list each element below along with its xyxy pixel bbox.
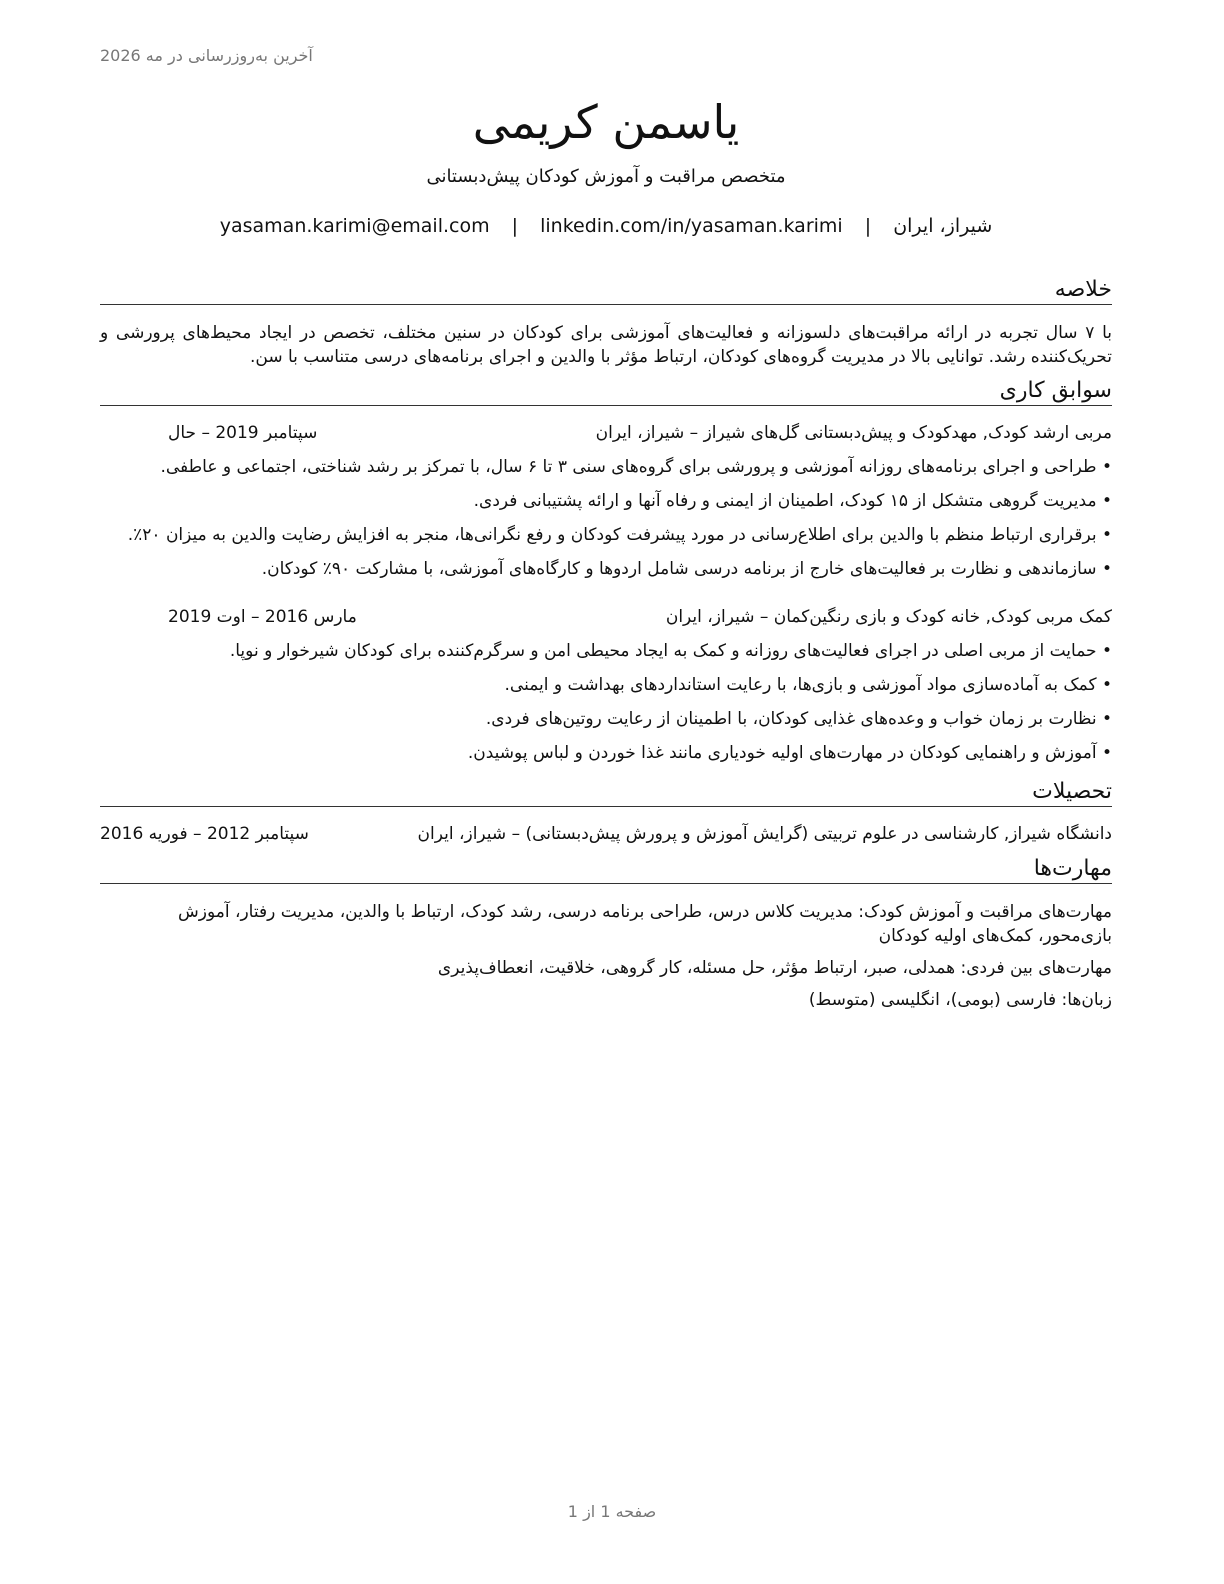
job-date: مارس 2016 – اوت 2019 [168,607,357,627]
job-bullet: • نظارت بر زمان خواب و وعده‌های غذایی کودکان، با اطمینان از رعایت روتین‌های فردی. [100,708,1112,730]
email-link[interactable]: yasaman.karimi@email.com [219,215,490,237]
job-bullet: • طراحی و اجرای برنامه‌های روزانه آموزشی و پرورشی برای گروه‌های سنی ۳ تا ۶ سال، با تمرکز بر رشد شناختی، اجتماعی و عاطفی. [100,456,1112,478]
contact-separator: | [864,215,872,237]
job-header [100,606,1112,628]
job-bullet: • برقراری ارتباط منظم با والدین برای اطلاع‌رسانی در مورد پیشرفت کودکان و رفع نگرانی‌ها، منجر به افزایش رضایت والدین به میزان ۲۰٪. [100,524,1112,546]
education-section [100,778,1112,845]
section-title-education: تحصیلات [100,778,1112,807]
contact-line [100,215,1112,237]
section-title-summary: خلاصه [100,276,1112,305]
job-bullets [100,640,1112,764]
skills-line: زبان‌ها: فارسی (بومی)، انگلیسی (متوسط) [808,990,1112,1010]
job-date: سپتامبر 2019 – حال [168,423,318,443]
skills-section [100,855,1112,1012]
job-bullet: • کمک به آماده‌سازی مواد آموزشی و بازی‌ها، با رعایت استانداردهای بهداشت و ایمنی. [100,674,1112,696]
education-degree: دانشگاه شیراز, کارشناسی در علوم تربیتی (گرایش آموزش و پرورش پیش‌دبستانی) – شیراز، ایران [417,824,1112,844]
section-title-experience: سوابق کاری [100,377,1112,406]
job-bullet: • آموزش و راهنمایی کودکان در مهارت‌های اولیه خودیاری مانند غذا خوردن و لباس پوشیدن. [100,742,1112,764]
job-title: مربی ارشد کودک, مهدکودک و پیش‌دبستانی گل‌های شیراز – شیراز، ایران [595,423,1112,443]
job-entry [100,606,1112,764]
skills-line: مهارت‌های بین فردی: همدلی، صبر، ارتباط مؤثر، حل مسئله، کار گروهی، خلاقیت، انعطاف‌پذیری [437,958,1112,978]
resume-header [100,92,1112,237]
job-header [100,422,1112,444]
contact-separator: | [511,215,519,237]
summary-section [100,276,1112,369]
job-title: کمک مربی کودک, خانه کودک و بازی رنگین‌کمان – شیراز، ایران [665,607,1112,627]
job-bullets [100,456,1112,580]
candidate-name: یاسمن کریمی [472,95,740,149]
section-title-skills: مهارت‌ها [100,855,1112,884]
location: شیراز، ایران [893,215,993,237]
candidate-headline: متخصص مراقبت و آموزش کودکان پیش‌دبستانی [426,166,786,187]
experience-section [100,377,1112,764]
job-bullet: • سازماندهی و نظارت بر فعالیت‌های خارج از برنامه درسی شامل اردوها و کارگاه‌های آموزشی، با مشارکت ۹۰٪ کودکان. [100,558,1112,580]
page-number: صفحه 1 از 1 [567,1502,657,1521]
job-bullet: • حمایت از مربی اصلی در اجرای فعالیت‌های روزانه و کمک به ایجاد محیطی امن و سرگرم‌کننده برای کودکان شیرخوار و نوپا. [100,640,1112,662]
last-updated: آخرین به‌روزرسانی در مه 2026 [100,46,313,65]
resume-content [100,276,1112,1020]
education-entry [100,823,1112,845]
education-date: سپتامبر 2012 – فوریه 2016 [100,824,309,844]
job-bullet: • مدیریت گروهی متشکل از ۱۵ کودک، اطمینان از ایمنی و رفاه آنها و ارائه پشتیبانی فردی. [100,490,1112,512]
summary-text: با ۷ سال تجربه در ارائه مراقبت‌های دلسوزانه و فعالیت‌های آموزشی برای کودکان در سنین مختلف، تخصص در ایجاد محیط‌های پرورشی و تحریک‌کننده رشد. توانایی بالا در مدیریت گروه‌های کودکان، ارتباط مؤثر با والدین و اجرای برنامه‌های درسی متناسب با سن. [100,323,1112,367]
skills-line: مهارت‌های مراقبت و آموزش کودک: مدیریت کلاس درس، طراحی برنامه درسی، رشد کودک، ارتباط با والدین، مدیریت رفتار، آموزش بازی‌محور، کمک‌های اولیه کودکان [178,902,1112,946]
job-entry [100,422,1112,580]
linkedin-link[interactable]: linkedin.com/in/yasaman.karimi [540,215,843,237]
